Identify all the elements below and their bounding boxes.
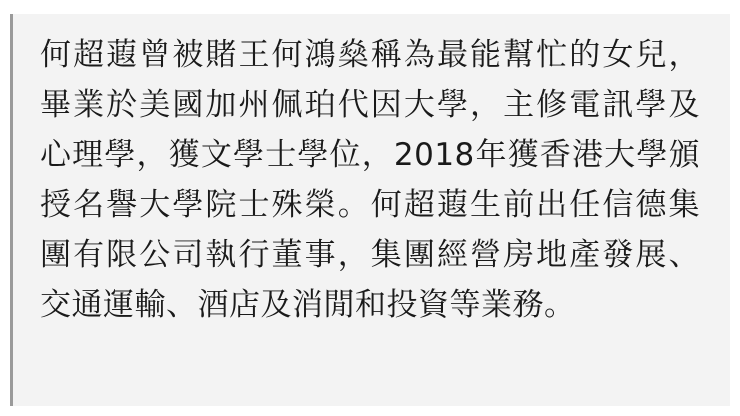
page-right-margin — [730, 0, 740, 416]
page-top-margin — [0, 0, 740, 14]
body-paragraph: 何超蕸曾被賭王何鴻燊稱為最能幫忙的女兒，畢業於美國加州佩珀代因大學，主修電訊學及心理學，獲文學士學位，2018年獲香港大學頒授名譽大學院士殊榮。何超蕸生前出任信德集團有限公司執行董事，集團經營房地產發展、交通運輸、酒店及消閒和投資等業務。 — [40, 37, 700, 323]
page-left-margin — [0, 0, 10, 416]
page-bottom-margin — [0, 406, 740, 416]
text-block-container — [10, 14, 730, 406]
